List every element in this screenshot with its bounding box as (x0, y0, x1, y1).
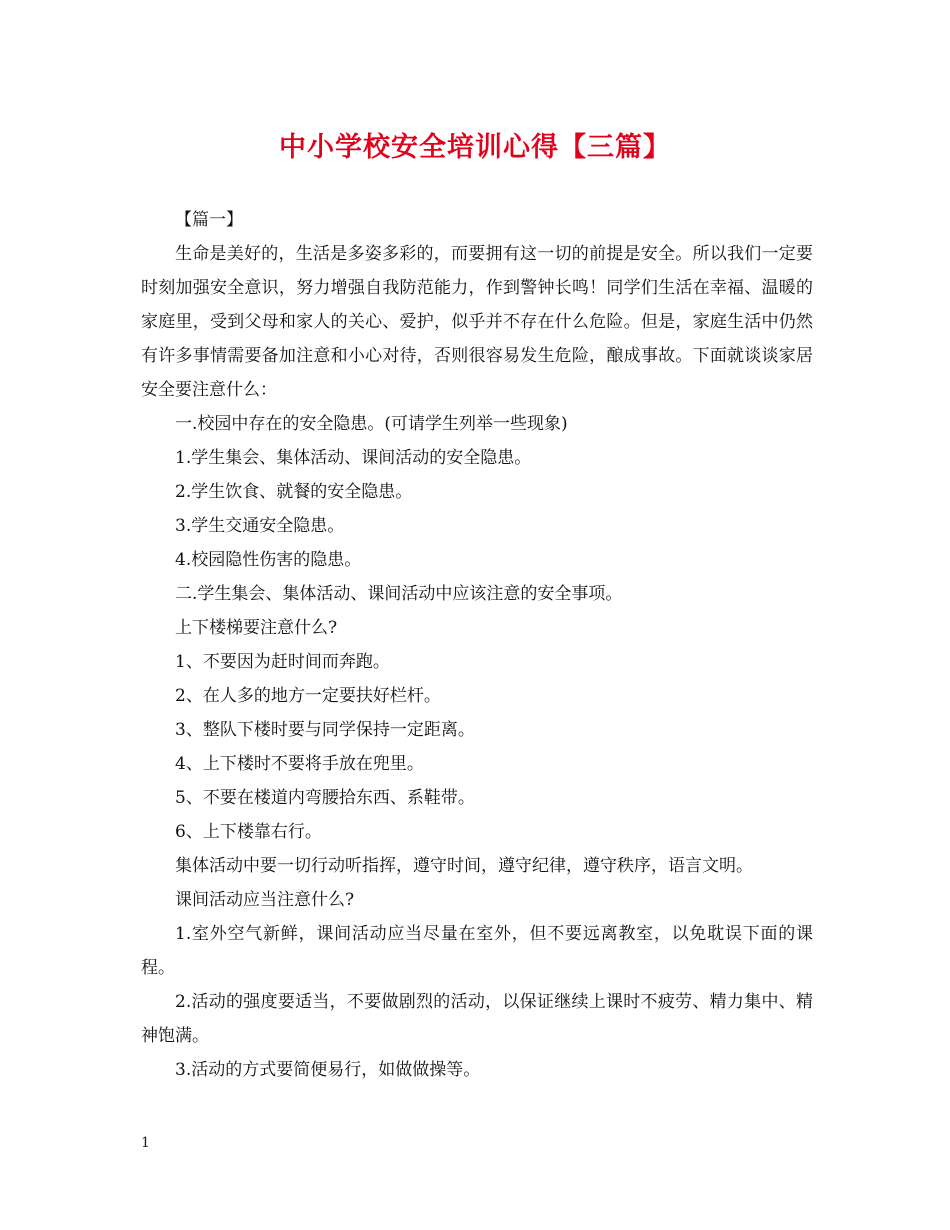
list-item: 2.活动的强度要适当，不要做剧烈的活动，以保证继续上课时不疲劳、精力集中、精神饱满。 (141, 992, 813, 1046)
paragraph-question-stairs: 上下楼梯要注意什么? (175, 618, 338, 638)
list-item: 3、整队下楼时要与同学保持一定距离。 (175, 720, 475, 740)
paragraph-intro: 生命是美好的，生活是多姿多彩的，而要拥有这一切的前提是安全。所以我们一定要时刻加强安全意识，努力增强自我防范能力，作到警钟长鸣！同学们生活在幸福、温暖的家庭里，受到父母和家人的关心、爱护，似乎并不存在什么危险。但是，家庭生活中仍然有许多事情需要备加注意和小心对待，否则很容易发生危险，酿成事故。下面就谈谈家居安全要注意什么： (141, 244, 813, 400)
list-item: 1.学生集会、集体活动、课间活动的安全隐患。 (175, 448, 532, 468)
list-item: 3.学生交通安全隐患。 (175, 516, 345, 536)
paragraph-heading-two: 二.学生集会、集体活动、课间活动中应该注意的安全事项。 (175, 584, 623, 604)
section-label: 【篇一】 (175, 210, 243, 230)
list-item: 2、在人多的地方一定要扶好栏杆。 (175, 686, 441, 706)
list-item: 3.活动的方式要简便易行，如做做操等。 (175, 1060, 481, 1080)
list-item: 2.学生饮食、就餐的安全隐患。 (175, 482, 413, 502)
paragraph-group-activity: 集体活动中要一切行动听指挥，遵守时间，遵守纪律，遵守秩序，语言文明。 (175, 856, 753, 876)
page-number: 1 (141, 1135, 150, 1151)
paragraph-question-break: 课间活动应当注意什么? (175, 890, 355, 910)
list-item: 1.室外空气新鲜，课间活动应当尽量在室外，但不要远离教室，以免耽误下面的课程。 (141, 924, 813, 978)
list-item: 4.校园隐性伤害的隐患。 (175, 550, 362, 570)
document-title: 中小学校安全培训心得【三篇】 (279, 132, 671, 163)
list-item: 6、上下楼靠右行。 (175, 822, 322, 842)
list-item: 4、上下楼时不要将手放在兜里。 (175, 754, 424, 774)
list-item: 5、不要在楼道内弯腰拾东西、系鞋带。 (175, 788, 475, 808)
list-item: 1、不要因为赶时间而奔跑。 (175, 652, 390, 672)
document-body (141, 203, 813, 1087)
paragraph-heading-one: 一.校园中存在的安全隐患。(可请学生列举一些现象) (175, 414, 568, 434)
